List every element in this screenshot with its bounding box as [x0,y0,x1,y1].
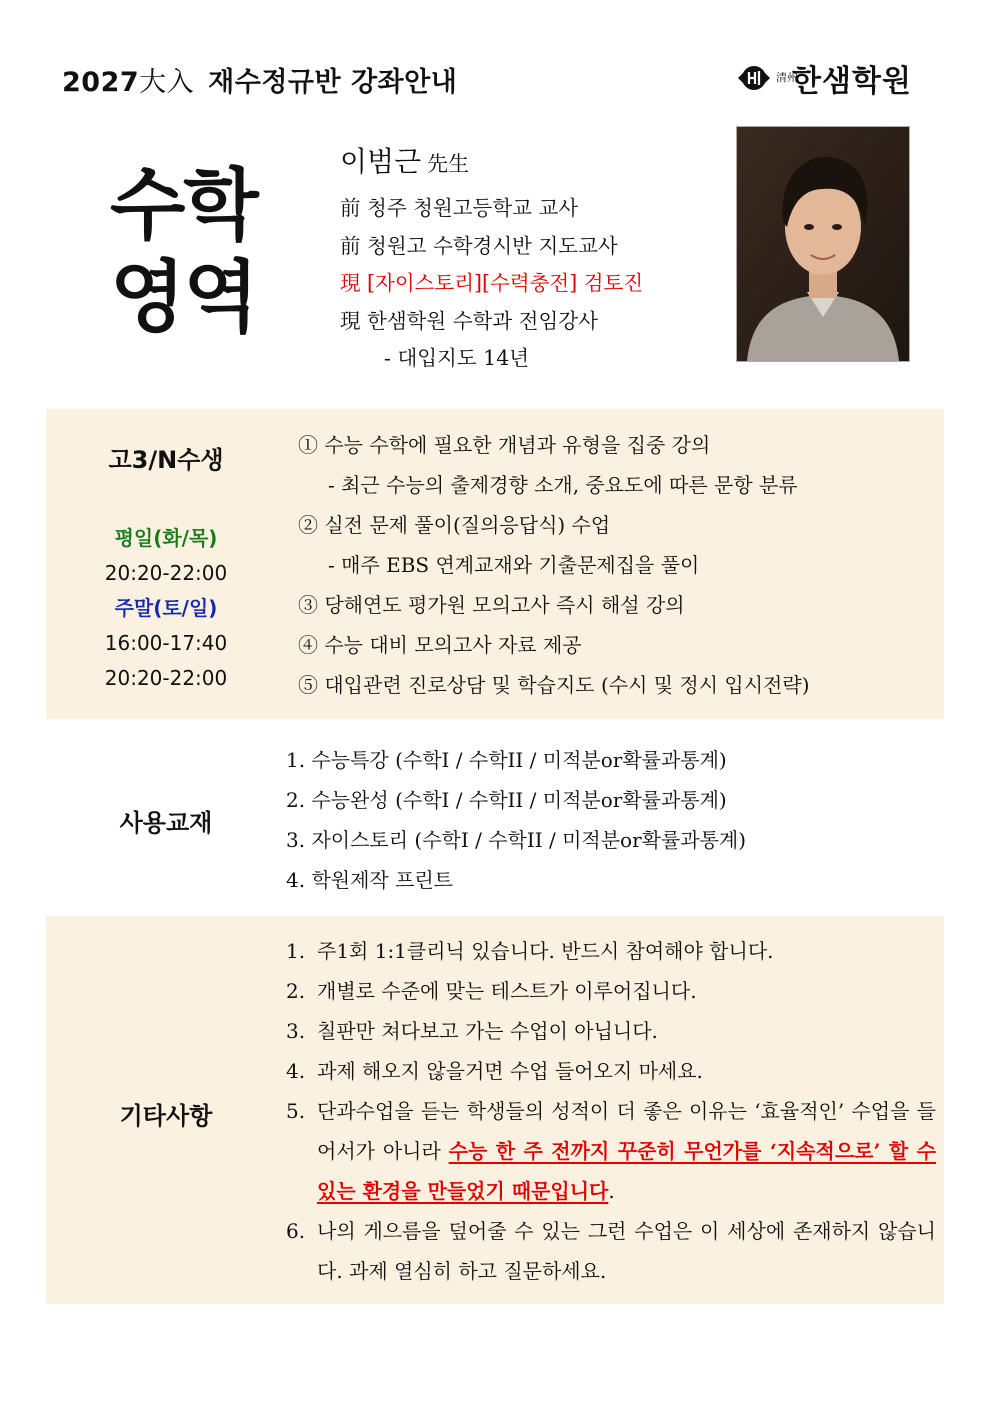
career-item: 前 청주 청원고등학교 교사 [340,196,579,220]
subject-line1: 수학 [110,161,257,251]
course-content-list [298,425,810,705]
header-course-title: 재수정규반 강좌안내 [208,67,458,98]
course-label: 고3/N수생 [108,446,224,474]
list-item [286,1051,936,1091]
teacher-photo [736,126,910,362]
subject-line2: 영역 [110,253,257,343]
list-item [286,1011,936,1051]
weekday-time: 20:20-22:00 [104,561,228,585]
item-number: 6. [286,1219,306,1243]
teacher-name-block [340,140,469,180]
weekend-time: 16:00-17:40 [104,631,228,655]
list-item [286,1211,936,1291]
item-number: 4. [286,1059,306,1083]
logo-name: 한샘학원 [792,64,912,99]
list-item: ① 수능 수학에 필요한 개념과 유형을 집중 강의 [298,433,711,457]
list-item [286,1091,936,1211]
academy-emblem-icon [738,62,770,94]
item-number: 5. [286,1099,306,1123]
header-year-hanja: 大入 [139,67,195,98]
list-item: 4. 학원제작 프린트 [286,868,454,892]
teacher-title: 先生 [427,152,470,176]
teacher-career-list [340,190,643,378]
list-item: 2. 수능완성 (수학I / 수학II / 미적분or확률과통계) [286,788,727,812]
item-text [317,1091,936,1211]
item-text: 개별로 수준에 맞는 테스트가 이루어집니다. [317,979,697,1003]
list-item: ④ 수능 대비 모의고사 자료 제공 [298,633,582,657]
teacher-portrait-image [737,127,909,361]
career-item: 前 청원고 수학경시반 지도교사 [340,233,618,258]
list-item: ③ 당해연도 평가원 모의고사 즉시 해설 강의 [298,593,685,617]
item-text-lead: 단과수업을 듣는 학생들의 성적이 더 좋은 이유는 ‘효율적인’ 수업을 들어서가 아니라 [317,1099,936,1163]
item-number: 1. [286,939,306,963]
career-item: 現 한샘학원 수학과 전임강사 [340,308,598,333]
weekend-label: 주말(토/일) [114,596,218,620]
item-text: 칠판만 쳐다보고 가는 수업이 아닙니다. [317,1019,658,1043]
academy-logo [738,58,912,98]
list-item: ⑤ 대입관련 진로상담 및 학습지도 (수시 및 정시 입시전략) [298,673,810,697]
career-item: - 대입지도 14년 [384,346,530,371]
weekday-label: 평일(화/목) [114,526,218,550]
notes-label: 기타사항 [119,1102,213,1130]
notes-list [286,931,936,1291]
teacher-name: 이범근 [340,145,422,178]
header-year: 2027 [62,67,140,98]
list-item [286,971,936,1011]
weekend-time: 20:20-22:00 [104,666,228,690]
list-item: ② 실전 문제 풀이(질의응답식) 수업 [298,513,611,537]
course-schedule [46,521,286,696]
item-text: 과제 해오지 않을거면 수업 들어오지 마세요. [317,1059,703,1083]
item-text: 나의 게으름을 덮어줄 수 있는 그런 수업은 이 세상에 존재하지 않습니다. 과제 열심히 하고 질문하세요. [317,1219,936,1283]
list-subitem: - 매주 EBS 연계교재와 기출문제집을 풀이 [328,553,700,577]
item-number: 2. [286,979,306,1003]
list-item [286,931,936,971]
highlighted-text: 수능 한 주 전까지 꾸준히 무언가를 ‘지속적으로’ 할 수 있는 환경을 만들었기 때문입니다 [317,1139,936,1203]
logo-subtitle: 清州 [776,71,798,84]
item-number: 3. [286,1019,306,1043]
subject-title [110,160,257,344]
item-text: 주1회 1:1클리닉 있습니다. 반드시 참여해야 합니다. [317,939,774,963]
page-header-title [62,60,457,99]
books-list [286,740,746,900]
list-item: 1. 수능특강 (수학I / 수학II / 미적분or확률과통계) [286,748,727,772]
books-label: 사용교재 [119,809,213,837]
list-subitem: - 최근 수능의 출제경향 소개, 중요도에 따른 문항 분류 [328,473,798,497]
career-item-highlight: 現 [자이스토리][수력충전] 검토진 [340,271,644,296]
item-text-tail: . [608,1179,615,1203]
list-item: 3. 자이스토리 (수학I / 수학II / 미적분or확률과통계) [286,828,747,852]
